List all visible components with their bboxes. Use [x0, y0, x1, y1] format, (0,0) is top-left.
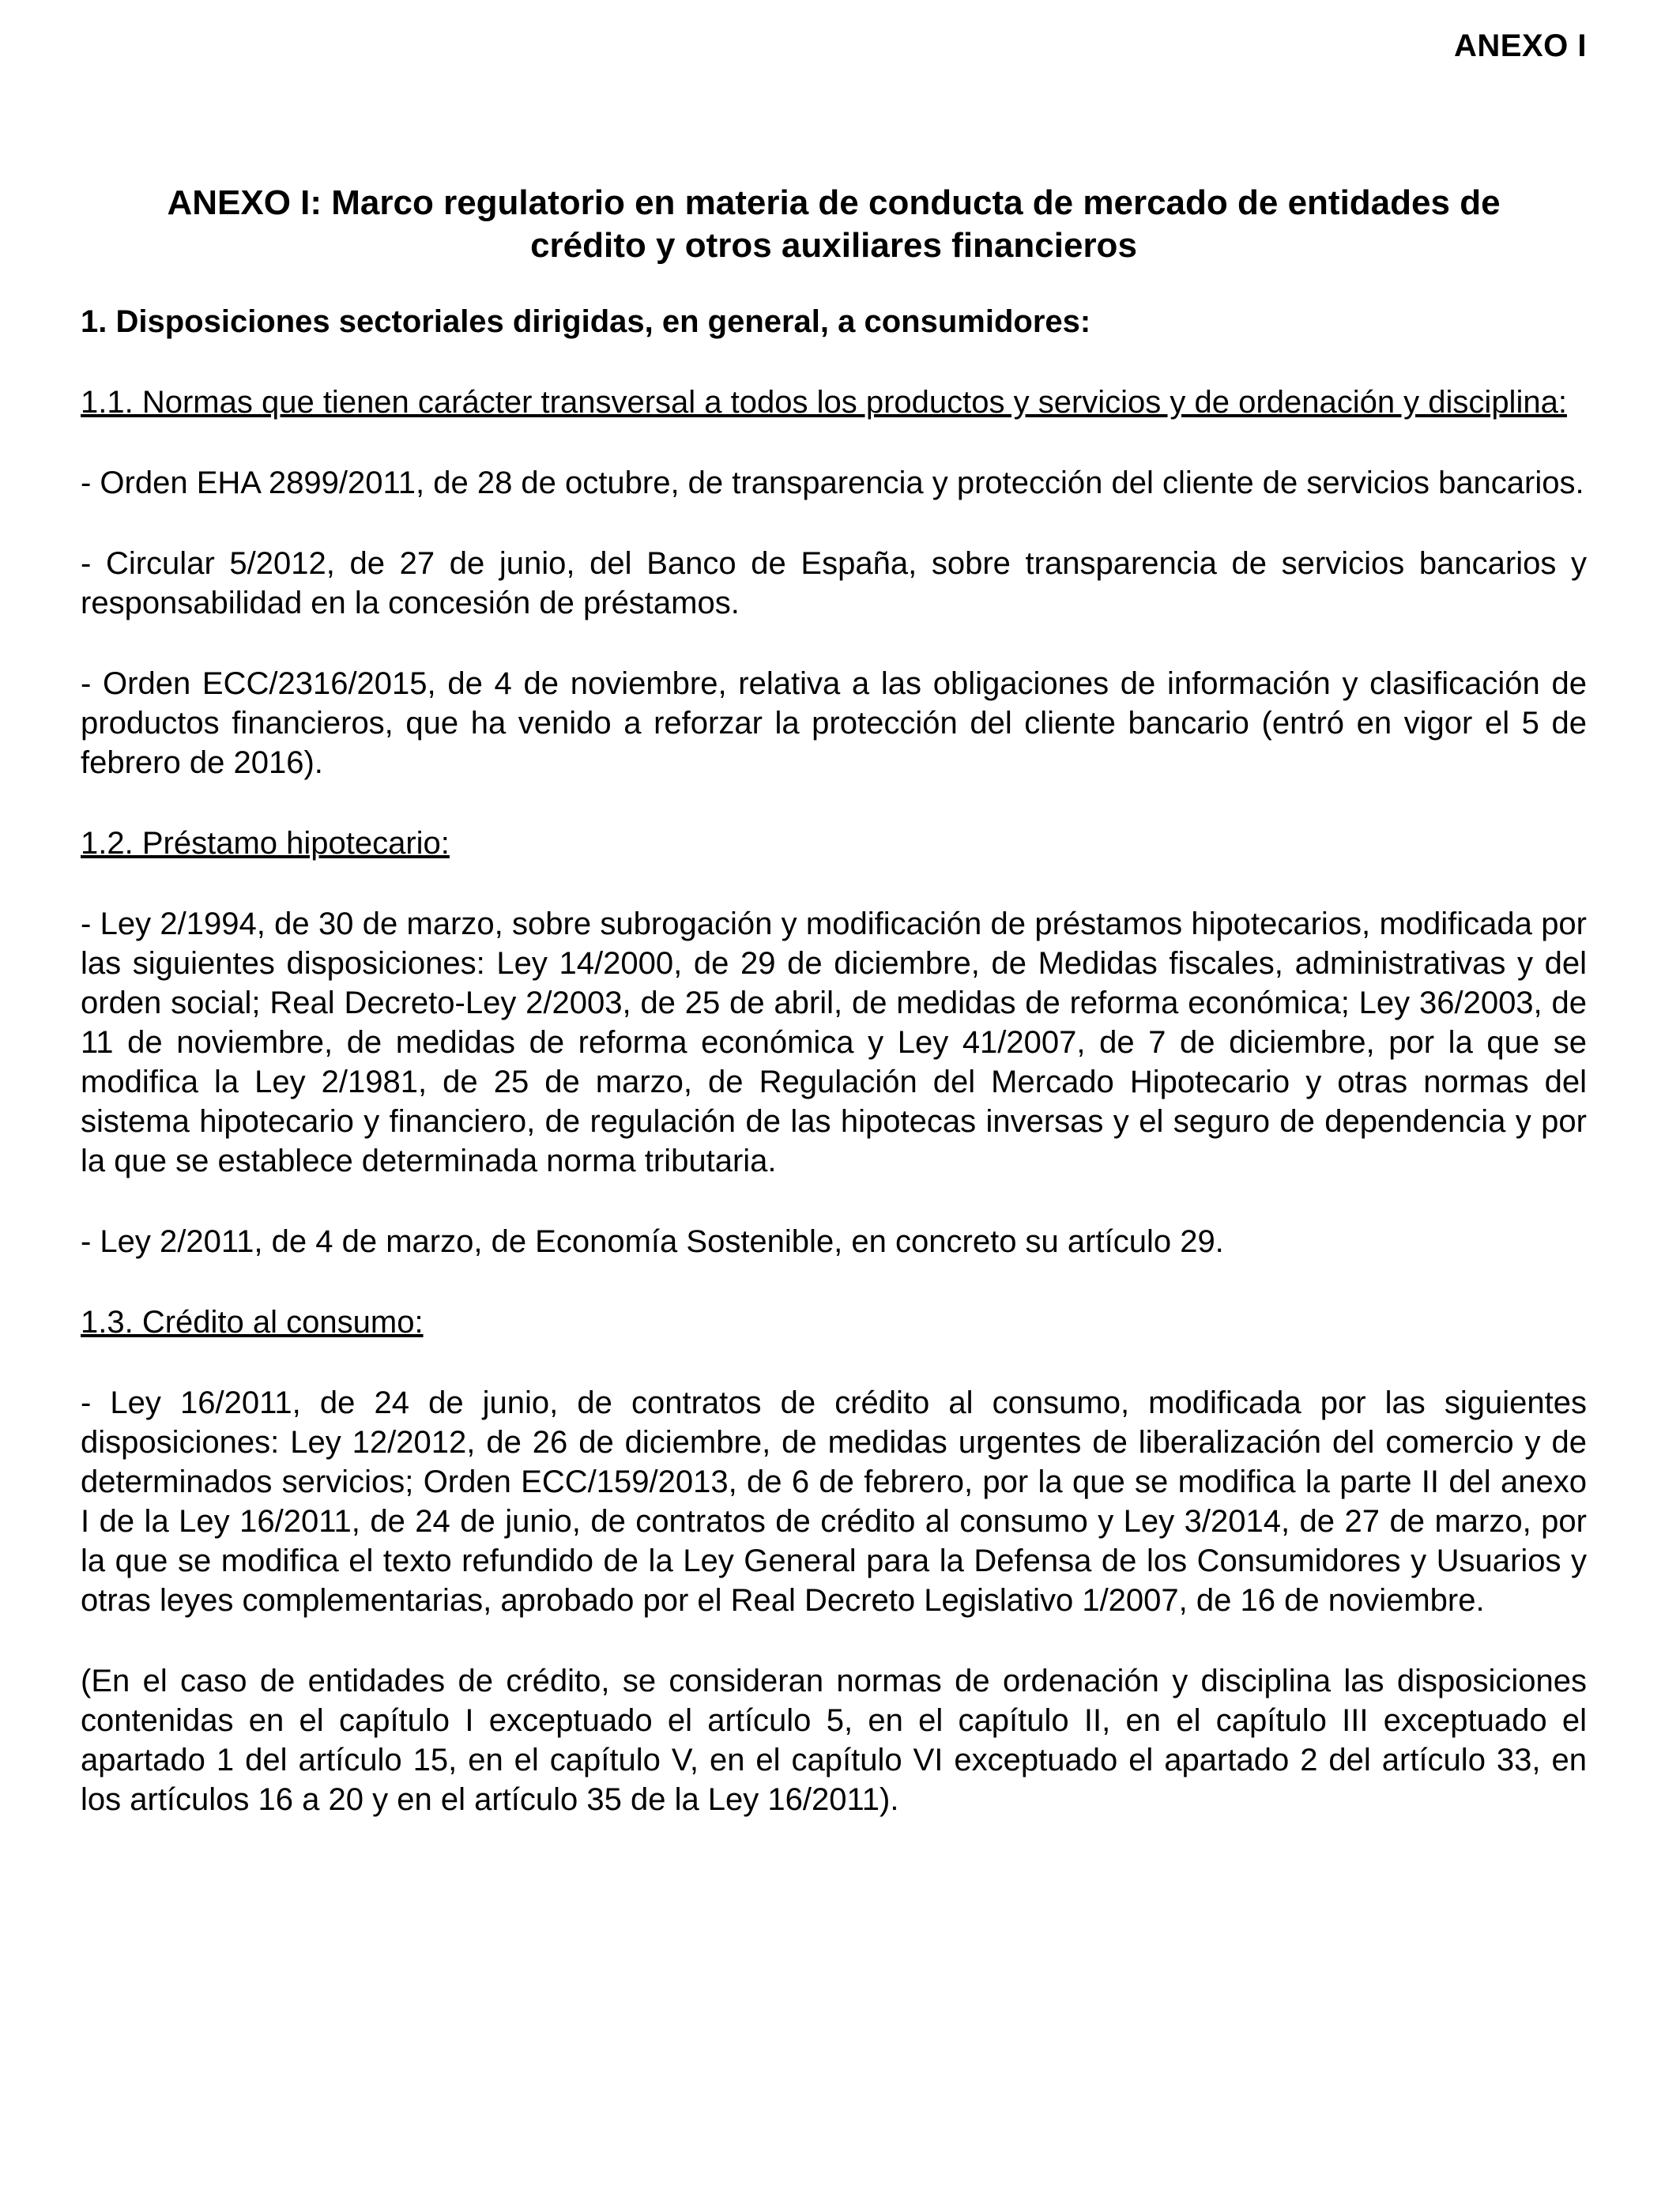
paragraph-ley-16-2011: - Ley 16/2011, de 24 de junio, de contratos de crédito al consumo, modificada por las siguientes disposiciones: Ley 12/2012, de 26 de diciembre, de medidas urgentes de liberalización del comercio y de determinados servicios; Orden ECC/159/2013, de 6 de febrero, por la que se modifica la parte II del anexo I de la Ley 16/2011, de 24 de junio, de contratos de crédito al consumo y Ley 3/2014, de 27 de marzo, por la que se modifica el texto refundido de la Ley General para la Defensa de los Consumidores y Usuarios y otras leyes complementarias, aprobado por el Real Decreto Legislativo 1/2007, de 16 de noviembre.	[81, 1385, 1587, 1618]
paragraph-ley-2-1994: - Ley 2/1994, de 30 de marzo, sobre subrogación y modificación de préstamos hipotecarios, modificada por las siguientes disposiciones: Ley 14/2000, de 29 de diciembre, de Medidas fiscales, administrativas y del orden social; Real Decreto-Ley 2/2003, de 25 de abril, de medidas de reforma económica; Ley 36/2003, de 11 de noviembre, de medidas de reforma económica y Ley 41/2007, de 7 de diciembre, por la que se modifica la Ley 2/1981, de 25 de marzo, de Regulación del Mercado Hipotecario y otras normas del sistema hipotecario y financiero, de regulación de las hipotecas inversas y el seguro de dependencia y por la que se establece determinada norma tributaria.	[81, 907, 1587, 1178]
document-body	[81, 182, 1587, 1860]
paragraph-circular-5-2012: - Circular 5/2012, de 27 de junio, del Banco de España, sobre transparencia de servicios bancarios y responsabilidad en la concesión de préstamos.	[81, 546, 1587, 620]
subsection-1-3-heading: 1.3. Crédito al consumo:	[81, 1305, 424, 1340]
subsection-1-1-heading: 1.1. Normas que tienen carácter transversal a todos los productos y servicios y de ordenación y disciplina:	[81, 385, 1567, 420]
document-title	[81, 182, 1587, 267]
paragraph-orden-ecc-2316: - Orden ECC/2316/2015, de 4 de noviembre, relativa a las obligaciones de información y clasificación de productos financieros, que ha venido a reforzar la protección del cliente bancario (entró en vigor el 5 de febrero de 2016).	[81, 666, 1587, 780]
paragraph-orden-eha: - Orden EHA 2899/2011, de 28 de octubre, de transparencia y protección del cliente de servicios bancarios.	[81, 466, 1584, 500]
document-title-line-2: crédito y otros auxiliares financieros	[530, 226, 1137, 265]
document-title-line-1: ANEXO I: Marco regulatorio en materia de conducta de mercado de entidades de	[167, 183, 1501, 222]
section-1-heading: 1. Disposiciones sectoriales dirigidas, en general, a consumidores:	[81, 304, 1091, 339]
subsection-1-2-heading: 1.2. Préstamo hipotecario:	[81, 826, 450, 861]
paragraph-entidades-credito-note: (En el caso de entidades de crédito, se consideran normas de ordenación y disciplina las disposiciones contenidas en el capítulo I exceptuado el artículo 5, en el capítulo II, en el capítulo III exceptuado el apartado 1 del artículo 15, en el capítulo V, en el capítulo VI exceptuado el apartado 2 del artículo 33, en los artículos 16 a 20 y en el artículo 35 de la Ley 16/2011).	[81, 1664, 1587, 1817]
page-header-label: ANEXO I	[1454, 28, 1587, 63]
paragraph-ley-2-2011: - Ley 2/2011, de 4 de marzo, de Economía Sostenible, en concreto su artículo 29.	[81, 1224, 1224, 1259]
